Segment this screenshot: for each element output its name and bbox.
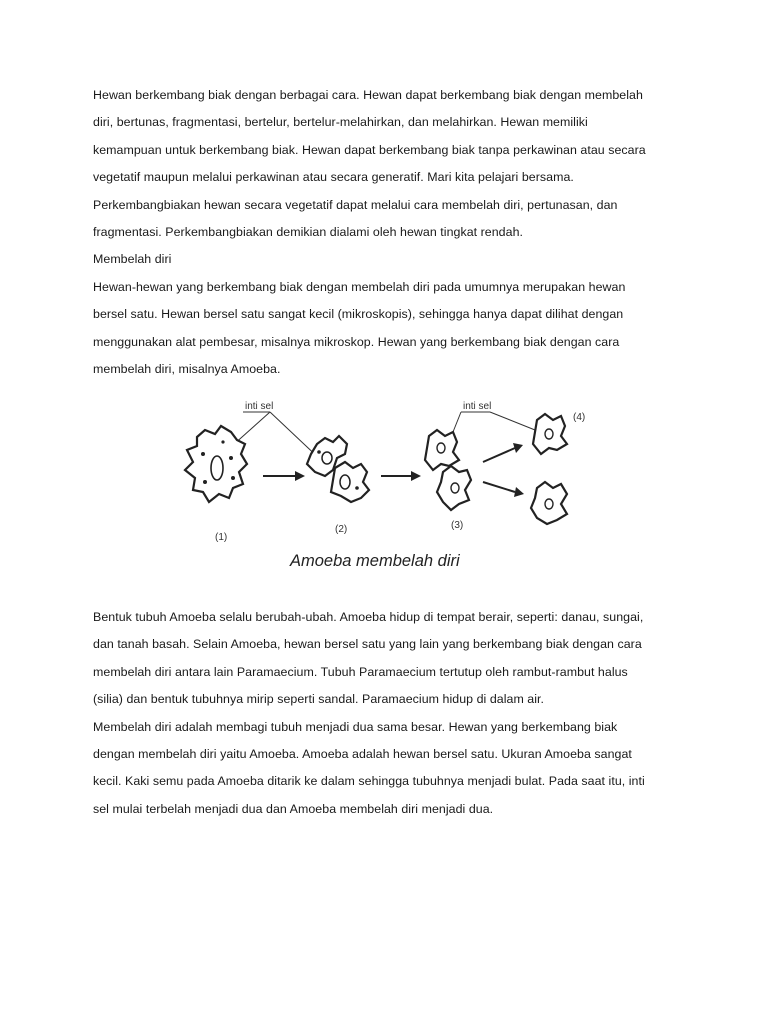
text-line: vegetatif maupun melalui perkawinan atau secara generatif. Mari kita pelajari bersama. <box>93 170 574 185</box>
text-line: sel mulai terbelah menjadi dua dan Amoeba membelah diri menjadi dua. <box>93 801 494 816</box>
text-line: Hewan berkembang biak dengan berbagai cara. Hewan dapat berkembang biak dengan membelah <box>93 88 643 102</box>
text-line: membelah diri antara lain Paramaecium. Tubuh Paramaecium tertutup oleh rambut-rambut halus <box>93 664 628 679</box>
stage-label: (3) <box>451 520 464 531</box>
body-text <box>93 604 683 823</box>
text-line: Bentuk tubuh Amoeba selalu berubah-ubah. Amoeba hidup di tempat berair, seperti: danau, sungai, <box>93 610 644 624</box>
amoeba-stage-3 <box>425 430 471 510</box>
text-line: Perkembangbiakan hewan secara vegetatif dapat melalui cara membelah diri, pertunasan, dan <box>93 197 618 212</box>
arrow-head-icon <box>514 487 524 497</box>
stage-label: (1) <box>215 532 228 543</box>
stage-label: (2) <box>335 524 348 535</box>
section-heading: Membelah diri <box>93 252 172 267</box>
arrow-head-icon <box>513 443 523 453</box>
amoeba-stage-4 <box>531 414 567 524</box>
text-line: kemampuan untuk berkembang biak. Hewan dapat berkembang biak tanpa perkawinan atau secara <box>93 142 646 157</box>
stage-label: (4) <box>573 412 586 423</box>
amoeba-stage-1 <box>185 426 247 502</box>
text-line: (silia) dan bentuk tubuhnya mirip seperti sandal. Paramaecium hidup di dalam air. <box>93 692 545 707</box>
pointer-line <box>490 412 540 432</box>
intro-text <box>93 82 683 383</box>
text-line: Hewan-hewan yang berkembang biak dengan membelah diri pada umumnya merupakan hewan <box>93 279 626 294</box>
text-line: dan tanah basah. Selain Amoeba, hewan bersel satu yang lain yang berkembang biak dengan cara <box>93 637 642 652</box>
amoeba-diagram <box>175 392 605 552</box>
text-line: bersel satu. Hewan bersel satu sangat kecil (mikroskopis), sehingga hanya dapat dilihat dengan <box>93 307 624 322</box>
inti-sel-label-left: inti sel <box>245 401 274 412</box>
text-line: diri, bertunas, fragmentasi, bertelur, bertelur-melahirkan, dan melahirkan. Hewan memiliki <box>93 115 588 130</box>
figure-caption: Amoeba membelah diri <box>290 552 460 570</box>
amoeba-stage-2 <box>307 436 369 502</box>
arrow-head-icon <box>295 471 305 481</box>
text-line: dengan membelah diri yaitu Amoeba. Amoeba adalah hewan bersel satu. Ukuran Amoeba sangat <box>93 747 632 762</box>
amoeba-division-figure <box>175 392 605 582</box>
inti-sel-label-right: inti sel <box>463 401 492 412</box>
arrow-head-icon <box>411 471 421 481</box>
text-line: membelah diri, misalnya Amoeba. <box>93 362 281 377</box>
arrow-icon <box>483 482 515 492</box>
text-line: menggunakan alat pembesar, misalnya mikroskop. Hewan yang berkembang biak dengan cara <box>93 334 620 349</box>
text-line: fragmentasi. Perkembangbiakan demikian dialami oleh hewan tingkat rendah. <box>93 225 524 240</box>
text-line: Membelah diri adalah membagi tubuh menjadi dua sama besar. Hewan yang berkembang biak <box>93 719 618 734</box>
text-line: kecil. Kaki semu pada Amoeba ditarik ke dalam sehingga tubuhnya menjadi bulat. Pada saat itu, inti <box>93 774 645 789</box>
arrow-icon <box>483 448 515 462</box>
